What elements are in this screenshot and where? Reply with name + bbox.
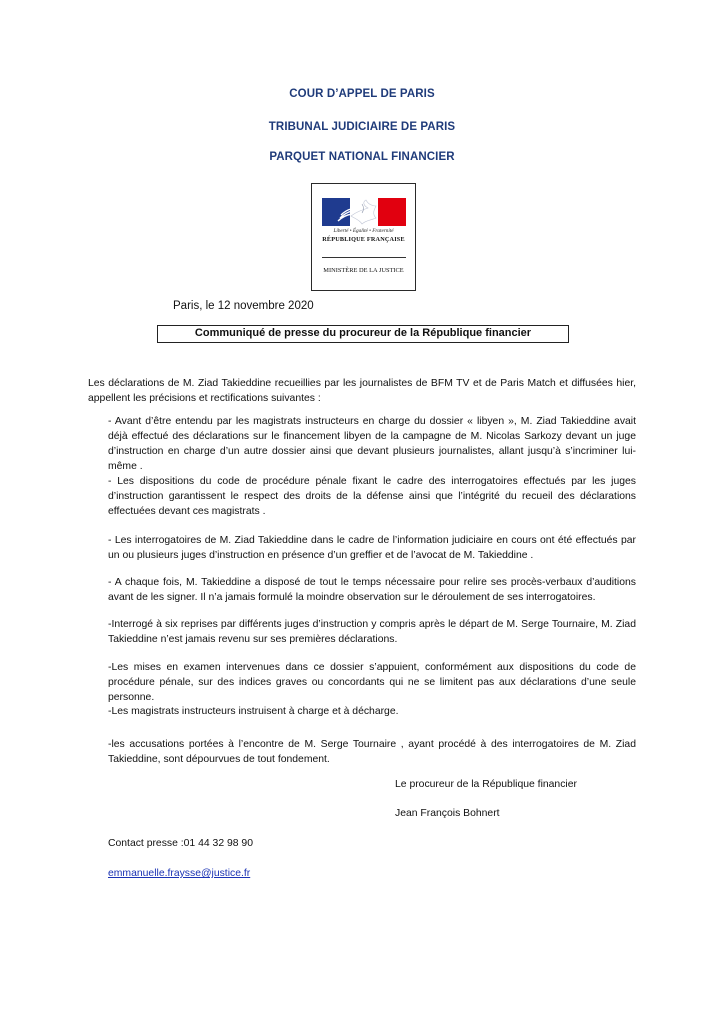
signature-name: Jean François Bohnert bbox=[395, 808, 500, 819]
statement-item: -Les magistrats instructeurs instruisent à charge et à décharge. bbox=[108, 706, 399, 717]
signature-role: Le procureur de la République financier bbox=[395, 779, 577, 790]
ministry-label: MINISTÈRE DE LA JUSTICE bbox=[323, 267, 404, 274]
press-contact: Contact presse :01 44 32 98 90 bbox=[108, 838, 253, 849]
logo-divider bbox=[322, 257, 406, 258]
press-release-title: Communiqué de presse du procureur de la République financier bbox=[157, 325, 569, 343]
motto: Liberté • Égalité • Fraternité bbox=[333, 228, 394, 234]
marianne-flag-icon bbox=[322, 198, 406, 226]
statement-item: - Les dispositions du code de procédure pénale fixant le cadre des interrogatoires effectués par les juges d’instruction garantissent le respect des droits de la défense ainsi que l’intégrité du recueil des déclarations effectuées devant ces magistrats . bbox=[108, 476, 636, 517]
statement-item: -les accusations portées à l’encontre de M. Serge Tournaire , ayant procédé à des interrogatoires de M. Ziad Takieddine, sont dépourvues de tout fondement. bbox=[108, 739, 636, 765]
document-date: Paris, le 12 novembre 2020 bbox=[173, 300, 314, 312]
ministry-logo bbox=[311, 183, 416, 291]
court-heading: COUR D’APPEL DE PARIS bbox=[289, 88, 435, 100]
statement-item: -Interrogé à six reprises par différents juges d’instruction y compris après le départ de M. Serge Tournaire, M. Ziad Takieddine n’est jamais revenu sur ses premières déclarations. bbox=[108, 619, 636, 645]
statement-item: - Avant d’être entendu par les magistrats instructeurs en charge du dossier « libyen », M. Ziad Takieddine avait déjà effectué des déclarations sur le financement libyen de la campagne de M. Nicolas Sarkozy devant un juge d’instruction en charge d’un autre dossier ainsi que devant plusieurs journalistes, allant jusqu’à s’incriminer lui-même . bbox=[108, 416, 636, 472]
statement-item: - A chaque fois, M. Takieddine a disposé de tout le temps nécessaire pour relire ses procès-verbaux d’auditions avant de les signer. Il n’a jamais formulé la moindre observation sur le déroulement de ses interrogatoires. bbox=[108, 577, 636, 603]
tribunal-heading: TRIBUNAL JUDICIAIRE DE PARIS bbox=[268, 121, 456, 133]
republic-label: RÉPUBLIQUE FRANÇAISE bbox=[322, 236, 405, 243]
statement-item: - Les interrogatoires de M. Ziad Takieddine dans le cadre de l’information judiciaire en cours ont été effectués par un ou plusieurs juges d’instruction en présence d’un greffier et de l’avocat de M. Takieddine . bbox=[108, 535, 636, 561]
intro-paragraph: Les déclarations de M. Ziad Takieddine recueillies par les journalistes de BFM TV et de Paris Match et diffusées hier, appellent les précisions et rectifications suivantes : bbox=[88, 378, 636, 404]
contact-email-link[interactable]: emmanuelle.fraysse@justice.fr bbox=[108, 868, 251, 879]
statement-item: -Les mises en examen intervenues dans ce dossier s’appuient, conformément aux dispositions du code de procédure pénale, sur des indices graves ou concordants qui ne se limitent pas aux déclarations d’une seule personne. bbox=[108, 662, 636, 703]
parquet-heading: PARQUET NATIONAL FINANCIER bbox=[269, 151, 455, 163]
